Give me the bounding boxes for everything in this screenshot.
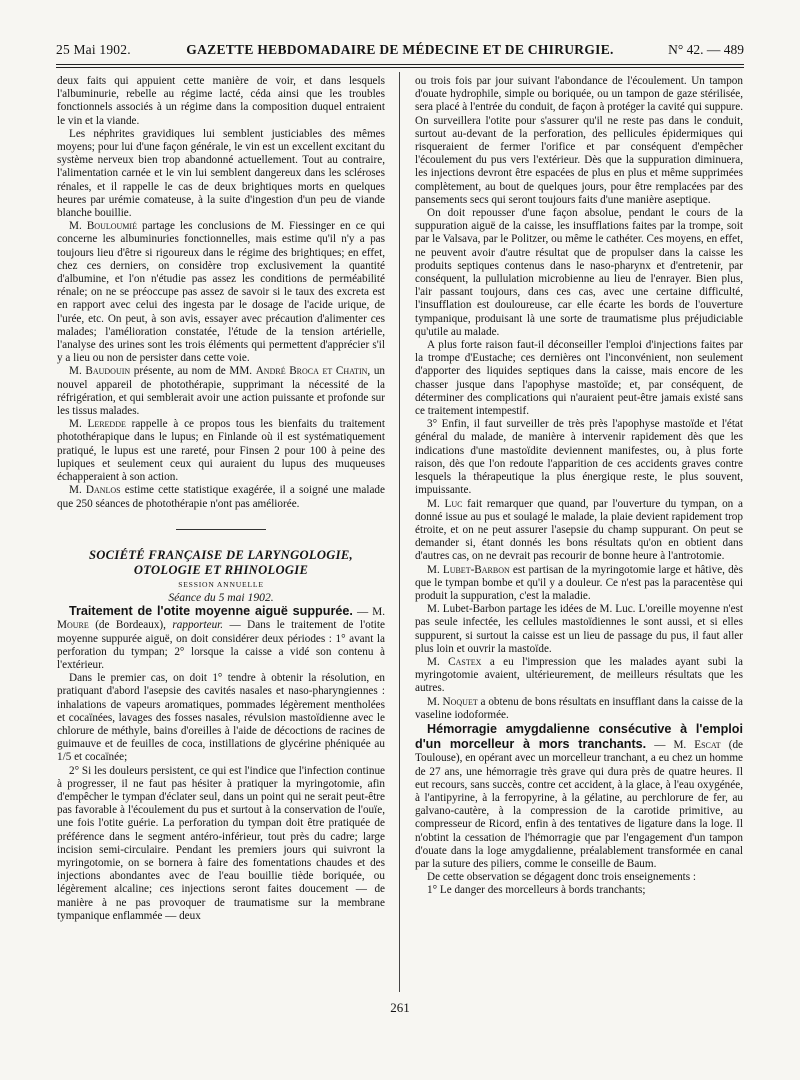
paragraph-text: a eu l'impression que les malades ayant subi la myringotomie avaient, ultérieurement, de meilleurs résultats que les autres. — [415, 655, 744, 695]
section-divider — [176, 529, 266, 530]
journal-title: GAZETTE HEBDOMADAIRE DE MÉDECINE ET DE CHIRURGIE. — [186, 42, 614, 57]
article — [57, 604, 385, 672]
role-label: rapporteur. — [172, 619, 224, 632]
paragraph-text: est partisan de la myringotomie large et hâtive, dès que le tympan bombe et qu'il y a douleur. Ce n'est pas la paracentèse qui produit la suppuration, c'est la maladie. — [415, 563, 744, 602]
paragraph-text: (de Toulouse), en opérant avec un morcelleur tranchant, a eu chez un homme de 27 ans, une hémorragie très grave qui dura près de quatre heures. Il eut recours, sans succès, contre cet accident, à la glace, à l'eau oxygénée, à l'antipyrine, à la ferropyrine, à la gélatine, au perchlorure de fer, au galvano-cautère, à la compression de la carotide primitive, au compresseur de Ricord, enfin à des tentatives de ligature dans la loge. Il n'obtint la cessation de l'hémorragie que par l'engagement d'un tampon d'ouate dans la loge amygdalienne, préalablement transformée en canal par la suture des piliers, comme le conseille de Baum. — [415, 739, 744, 870]
paragraph — [57, 418, 385, 484]
paragraph — [415, 564, 743, 604]
paragraph: De cette observation se dégagent donc trois enseignements : — [427, 871, 697, 884]
right-column — [415, 75, 743, 898]
paragraph-text: estime cette statistique exagérée, il a soigné une malade que 250 séances de photothérapie n'ont pas améliorée. — [57, 484, 385, 510]
column-divider — [399, 72, 400, 992]
seance-date: Séance du 5 mai 1902. — [168, 590, 274, 604]
paragraph — [57, 484, 385, 510]
speaker-name: André Broca et Chatin — [255, 365, 368, 378]
session-label: SESSION ANNUELLE — [178, 579, 264, 589]
left-column — [57, 75, 385, 923]
paragraph: 1° Le danger des morcelleurs à bords tranchants; — [427, 884, 646, 897]
speaker-name: M. Luc — [427, 497, 463, 510]
paragraph — [415, 498, 743, 564]
paragraph: ou trois fois par jour suivant l'abondance de l'écoulement. Un tampon d'ouate hydrophile, simple ou boriquée, ou un tampon de gaze stérilisée, sera placé à l'entrée du conduit, de façon à protéger la cavité qui suppure. On surveillera l'otite pour s'assurer qu'il ne reste pas dans le conduit, surtout au-devant de la perforation, des pellicules épidermiques qui risqueraient de fermer l'orifice et par conséquent d'empêcher l'écoulement du pus vers l'extérieur. Dès que la suppuration diminuera, les injections devront être espacées de plus en plus et même supprimées complètement, au bout de quelques jours, pour être remplacées par des pansements secs qui seront toujours faits d'une manière aseptique. — [415, 75, 743, 206]
header-rule-double — [56, 67, 744, 68]
paragraph: Les néphrites gravidiques lui semblent justiciables des mêmes moyens; pour lui d'une façon générale, le vin est un excellent excitant du système nerveux bien trop abandonné actuellement. Tout au contraire, l'alimentation carnée et le vin lui semblent dangereux dans les scléroses rénales, et il rappelle le cas de deux brightiques morts en quelques heures par urémie comateuse, à la suite d'ingestion d'un peu de viande blanche bouillie. — [57, 127, 385, 220]
paragraph: A plus forte raison faut-il déconseiller l'emploi d'injections faites par la trompe d'Eustache; ces dernières ont l'inconvénient, non seulement d'apporter des liquides septiques dans la caisse, mais encore de les chasser jusque dans l'apophyse mastoïde; et, par conséquent, de déterminer des complications qui n'auraient peut-être jamais existé sans ce traitement intempestif. — [415, 339, 743, 418]
article-title: Hémorragie amygdalienne consécutive à l'emploi d'un morcelleur à mors tranchants. — [415, 721, 743, 752]
paragraph-text: (de Bordeaux), — [88, 619, 173, 632]
header-date: 25 Mai 1902. — [56, 42, 131, 57]
speaker-name: M. Danlos — [69, 484, 121, 497]
paragraph-text: — Dans le traitement de l'otite moyenne suppurée aiguë, on doit considérer deux périodes : 1° avant la perforation du tympan; 2° lorsque la caisse a vidé son contenu à l'extérieur. — [57, 619, 385, 671]
page-number: 261 — [390, 1000, 410, 1015]
paragraph: M. Lubet-Barbon partage les idées de M. Luc. L'oreille moyenne n'est pas seule infectée, les cellules mastoïdiennes le sont aussi, et si elles suppurent, si surtout la caisse est un lieu de passage du pus, il faut aller plus loin et ouvrir la mastoïde. — [415, 603, 743, 655]
paragraph — [57, 365, 385, 418]
issue-page-number: N° 42. — 489 — [668, 42, 744, 57]
paragraph-text: a obtenu de bons résultats en insufflant dans la caisse de la vaseline iodoformée. — [415, 695, 743, 721]
header-rule — [56, 64, 744, 65]
paragraph — [415, 656, 743, 696]
society-heading: SOCIÉTÉ FRANÇAISE DE LARYNGOLOGIE, OTOLOGIE ET RHINOLOGIE — [88, 547, 353, 577]
paragraph: deux faits qui appuient cette manière de voir, et dans lesquels l'albuminurie, rebelle au régime lacté, céda ainsi que les troubles fonctionnels associés à un régime dans la composition duquel entraient le vin et la viande. — [57, 75, 385, 127]
speaker-name: M. Noquet — [427, 695, 478, 708]
article-dash: — — [646, 739, 674, 752]
paragraph-text: , un nouvel appareil de photothérapie, supprimant la nécessité de la réfrigération, et qui semblerait avoir une action puissante et profonde sur les tissus malades. — [57, 365, 386, 418]
paragraph: 2° Si les douleurs persistent, ce qui est l'indice que l'infection continue à progresser, il ne faut pas hésiter à pratiquer la myringotomie, afin d'empêcher le tympan d'éclater seul, dans un point qui ne serait peut-être pas favorable à l'écoulement du pus et surtout à la conservation de l'ouïe, une fois l'otite guérie. La perforation du tympan doit être pratiquée de préférence dans le segment antéro-inférieur, tout près du cadre; large incision semi-circulaire. Pendant les premiers jours qui suivront la myringotomie, on se bornera à faire des fomentations chaudes et des injections abondantes avec de l'eau bouillie tiède boriquée, ou légèrement alcaline; ces injections seront faites doucement — de manière à ne pas provoquer de traumatisme sur la membrane tympanique enflammée — deux — [57, 764, 385, 922]
paragraph-text: rappelle à ce propos tous les bienfaits du traitement photothérapique dans le lupus; en Finlande où il est systématiquement pratiqué, le lupus est une rareté, pour Finsen 2 pour 100 à peine des lupiques et seulement ceux qui auraient du lupus des muqueuses échapperaient à son action. — [57, 418, 385, 484]
speaker-name: M. Castex — [427, 655, 482, 668]
paragraph — [415, 696, 743, 722]
speaker-name: M. Baudouin — [69, 365, 131, 378]
paragraph: On doit repousser d'une façon absolue, pendant le cours de la suppuration aiguë de la caisse, les insufflations faites par la trompe, soit par le Valsava, par le Politzer, ou même le cathéter. Ces moyens, en effet, ne peuvent avoir d'autre résultat que de propulser dans la caisse les produits septiques contenus dans le naso-pharynx et d'entretenir, par conséquent, la pullulation microbienne au lieu de l'enrayer. Bien plus, l'air passant toujours, dans ces cas, avec une certaine difficulté, l'insufflation est douloureuse, car elle écarte les bords de l'ouverture tympanique, produisant là une sorte de traumatisme plus préjudiciable qu'utile au malade. — [415, 207, 743, 338]
paragraph-text: fait remarquer que quand, par l'ouverture du tympan, on a donné issue au pus et soulagé le malade, la plaie devient rapidement trop étroite, et on ne peut assurer l'asepsie du champ suppurant. On peut se demander si, étant donnés les bons résultats qu'on en obtient dans d'autres cas, on ne devrait pas recourir de bonne heure à l'antrotomie. — [415, 497, 743, 563]
paragraph: 3° Enfin, il faut surveiller de très près l'apophyse mastoïde et l'état général du malade, de manière à intervenir rapidement dès que les indications d'une mastoïdite deviennent manifestes, ou, à plus forte raison, dès que l'on redoute l'apparition de ces accidents graves contre lesquels la thérapeutique la plus énergique reste, le plus souvent, impuissante. — [415, 418, 743, 497]
speaker-name: M. Bouloumié — [69, 220, 137, 233]
running-header — [56, 40, 744, 62]
speaker-name: M. Escat — [673, 739, 721, 752]
article-dash: — — [356, 606, 373, 619]
paragraph-text: présente, au nom de MM. — [130, 365, 256, 378]
speaker-name: M. Leredde — [69, 418, 126, 431]
speaker-name: M. Moure — [57, 606, 386, 632]
paragraph-text: partage les conclusions de M. Fiessinger en ce qui concerne les albuminuries fonctionnelles, mais estime qu'il n'y a pas toujours lieu d'être si rigoureux dans le régime des brightiques; en effet, chez ces derniers, on considère trop exclusivement la quantité d'albumine, et l'on n'étudie pas assez les conditions de perméabilité rénale; on ne se préoccupe pas assez de savoir si le taux des excreta est en rapport avec celui des ingesta par le dosage de l'acide urique, de l'urée, etc. On peut, à son avis, essayer avec précaution d'alimenter ces malades; l'amélioration constatée, l'étude de la tension artérielle, l'analyse des urines sont les trois éléments qui permettent d'apprécier s'il y a lieu ou non de persister dans cette voie. — [57, 220, 386, 365]
article-title: Traitement de l'otite moyenne aiguë suppurée. — [69, 604, 353, 619]
paragraph — [57, 220, 385, 365]
speaker-name: M. Lubet-Barbon — [427, 563, 510, 576]
article — [415, 722, 743, 871]
paragraph: Dans le premier cas, on doit 1° tendre à obtenir la résolution, en pratiquant d'abord l'asepsie des cavités nasales et naso-pharyngiennes : inhalations de vapeurs aromatiques, pommades légèrement mentholées et cocaïnées, lavages des fosses nasales, révulsion mastoïdienne avec le chlorure de méthyle, bains d'oreilles à l'aide de décoctions de racines de guimauve et de feuilles de coca, instillations de glycérine phéniquée au 1/5 et cocaïnée; — [57, 672, 385, 764]
